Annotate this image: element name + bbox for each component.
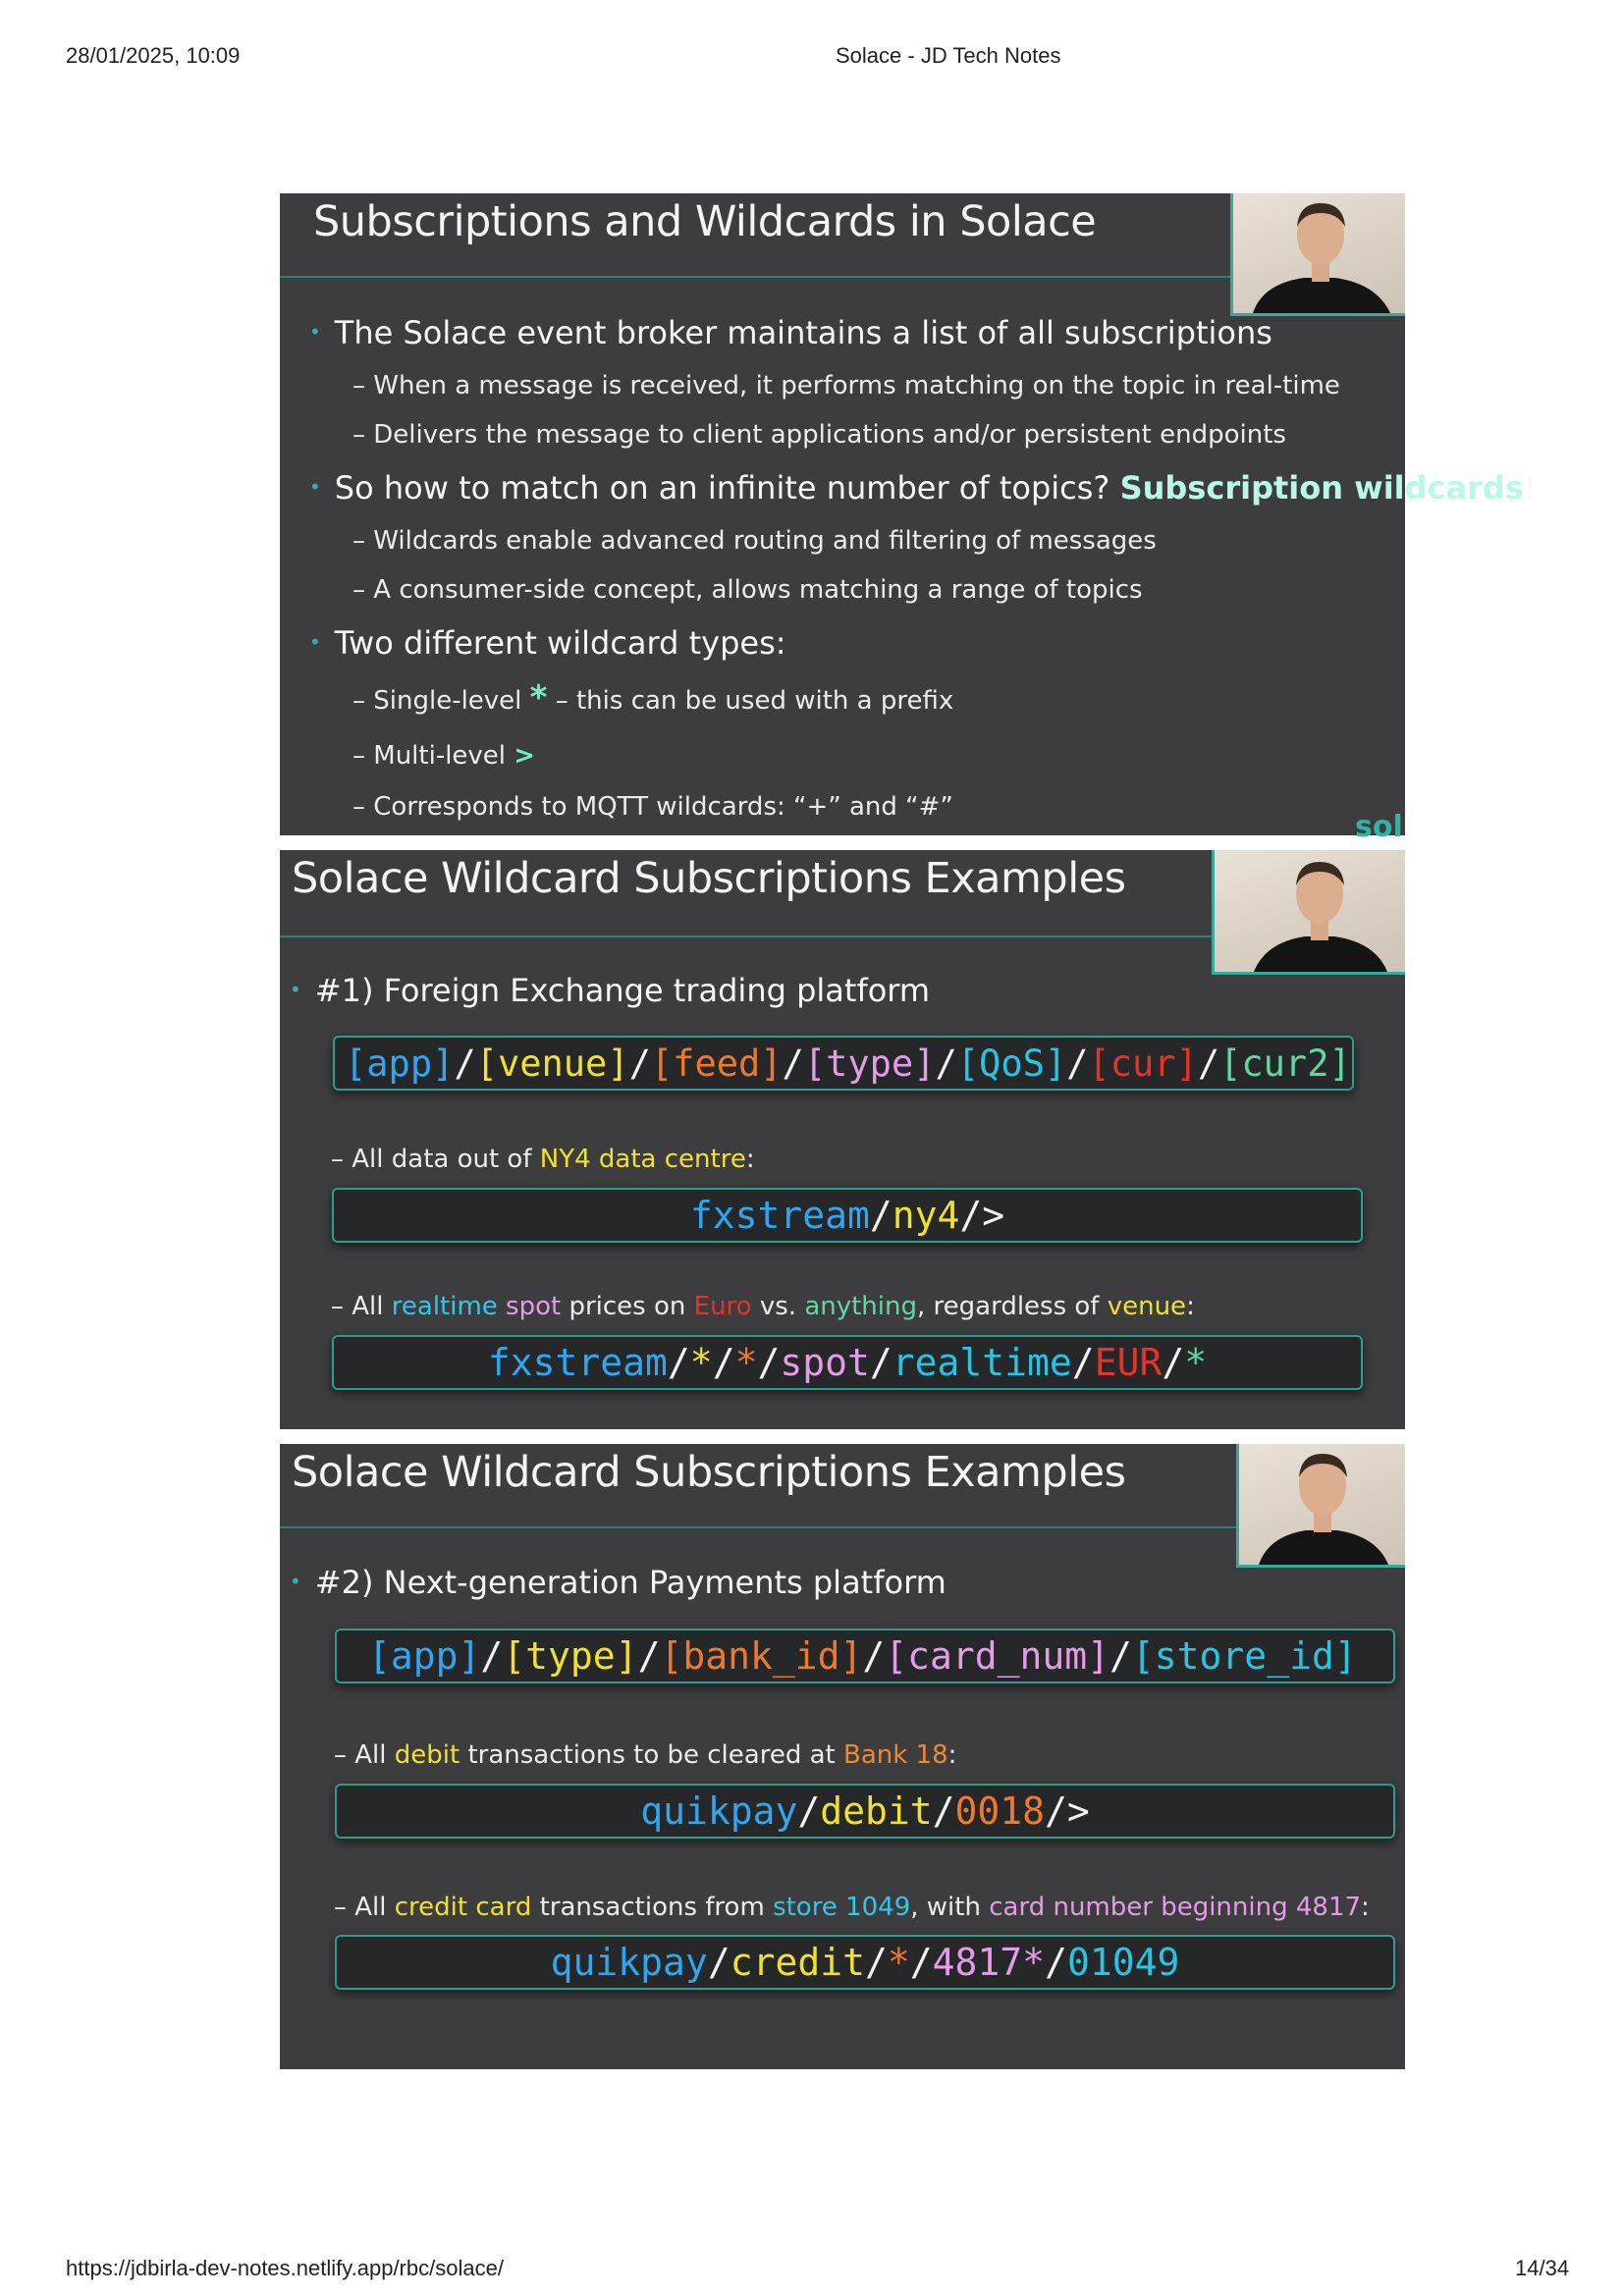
highlight-subscription-wildcards: Subscription wildcards [1119,469,1524,507]
slide-payments-examples [280,1444,1405,2069]
slide-title: Subscriptions and Wildcards in Solace [313,197,1097,246]
topic-level-qos: [QoS] [956,1041,1067,1085]
bullet-broker-subscriptions: • The Solace event broker maintains a list of all subscriptions [309,314,1272,351]
title-divider [280,1526,1237,1528]
presenter-image [1239,1444,1405,1565]
example-credit-store: – All credit card transactions from store 1049, with card number beginning 4817: [334,1893,1370,1922]
bullet-dot: • [309,630,321,654]
bullet-dot: • [309,320,321,344]
code-euro-spot-subscription: fxstream / * / * / spot / realtime / EUR / * [332,1335,1363,1390]
single-level-wildcard-symbol: * [529,678,548,718]
page-title: Solace - JD Tech Notes [836,43,1061,68]
code-credit-subscription: quikpay / credit / * / 4817* / 01049 [335,1935,1395,1990]
sub-bullet-single-level: – Single-level * – this can be used with a prefix [352,678,954,718]
bullet-infinite-topics: • So how to match on an infinite number of topics? Subscription wildcards! [309,469,1537,507]
bullet-dot: • [309,475,321,499]
page-number: 14/34 [1515,2256,1570,2280]
bullet-wildcard-types: • Two different wildcard types: [309,624,786,662]
topic-level-app: [app] [345,1041,455,1085]
title-divider [280,276,1234,278]
sub-bullet-consumer-side: – A consumer-side concept, allows matching a range of topics [352,575,1143,605]
page-url[interactable]: https://jdbirla-dev-notes.netlify.app/rbc/solace/ [66,2256,504,2280]
payments-topic-template: [app] / [type] / [bank_id] / [card_num] / [store_id] [335,1629,1395,1683]
topic-level-venue: [venue] [475,1041,629,1085]
topic-level-store-id: [store_id] [1131,1634,1357,1678]
multi-level-wildcard-symbol: > [514,741,536,771]
bullet-dot: • [290,978,301,1001]
presenter-webcam [1212,850,1405,975]
example-ny4: – All data out of NY4 data centre: [331,1145,755,1174]
slide-fx-examples [280,850,1405,1429]
presenter-image [1215,850,1405,972]
slide-title: Solace Wildcard Subscriptions Examples [292,854,1126,903]
topic-level-card-num: [card_num] [885,1634,1110,1678]
slide-subscriptions-wildcards [280,193,1537,844]
sub-bullet-mqtt: – Corresponds to MQTT wildcards: “+” and “#” [352,792,953,822]
presenter-webcam [1230,193,1405,316]
sub-bullet-matching: – When a message is received, it performs matching on the topic in real-time [352,371,1340,400]
bullet-payments-platform: • #2) Next-generation Payments platform [290,1564,947,1601]
bullet-dot: • [290,1570,301,1593]
solace-logo-fragment: sol [1355,810,1403,844]
sub-bullet-delivers: – Delivers the message to client applications and/or persistent endpoints [352,420,1286,450]
topic-level-type: [type] [503,1634,638,1678]
example-debit-bank18: – All debit transactions to be cleared at Bank 18: [334,1740,957,1770]
title-divider [280,935,1213,937]
sub-bullet-multi-level: – Multi-level > [352,741,536,771]
topic-level-cur2: [cur2] [1219,1041,1351,1085]
bullet-fx-platform: • #1) Foreign Exchange trading platform [290,972,931,1009]
slide-title: Solace Wildcard Subscriptions Examples [292,1448,1126,1497]
print-datetime: 28/01/2025, 10:09 [66,43,241,68]
code-debit-subscription: quikpay / debit / 0018 / > [335,1784,1395,1839]
topic-level-type: [type] [803,1041,936,1085]
topic-level-feed: [feed] [650,1041,783,1085]
code-ny4-subscription: fxstream / ny4 / > [332,1188,1363,1243]
example-euro-spot: – All realtime spot prices on Euro vs. anything, regardless of venue: [331,1292,1195,1321]
topic-level-app: [app] [368,1634,481,1678]
fx-topic-template: [app] / [venue] / [feed] / [type] / [QoS] / [cur] / [cur2] [333,1036,1354,1091]
topic-level-bank-id: [bank_id] [660,1634,863,1678]
presenter-webcam [1236,1444,1405,1568]
sub-bullet-routing: – Wildcards enable advanced routing and filtering of messages [352,526,1157,556]
topic-level-cur: [cur] [1088,1041,1198,1085]
presenter-image [1233,193,1405,313]
